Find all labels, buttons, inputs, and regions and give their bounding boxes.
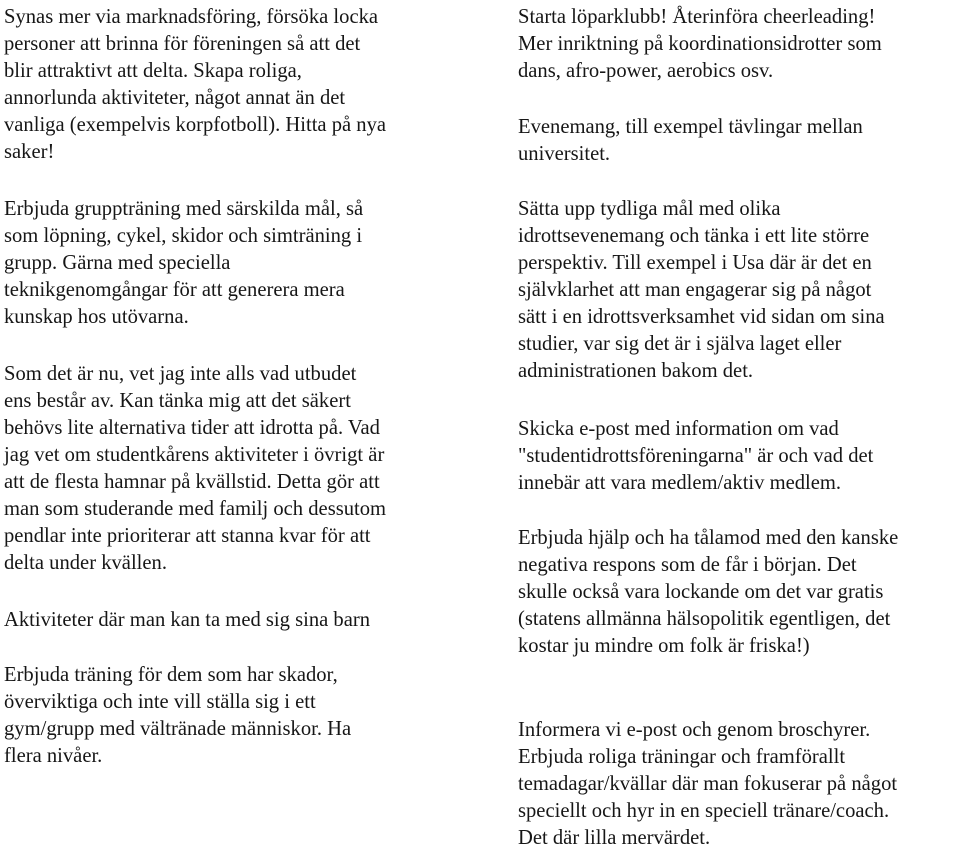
- text-line: dans, afro-power, aerobics osv.: [518, 60, 774, 82]
- text-line: Starta löparklubb! Återinföra cheerleading!: [518, 6, 876, 28]
- text-line: överviktiga och inte vill ställa sig i ett: [4, 691, 316, 713]
- text-line: Aktiviteter där man kan ta med sig sina barn: [4, 609, 371, 631]
- text-line: Erbjuda hjälp och ha tålamod med den kanske: [518, 527, 899, 549]
- paragraph-left-2: [4, 196, 363, 331]
- text-line: Det där lilla mervärdet.: [518, 827, 711, 849]
- text-line: vanliga (exempelvis korpfotboll). Hitta på nya: [4, 114, 387, 136]
- text-line: ens består av. Kan tänka mig att det säkert: [4, 390, 351, 412]
- paragraph-left-1: [4, 4, 386, 166]
- text-line: Erbjuda gruppträning med särskilda mål, så: [4, 198, 364, 220]
- text-line: studier, var sig det är i själva laget eller: [518, 333, 842, 355]
- text-line: pendlar inte prioriterar att stanna kvar för att: [4, 525, 371, 547]
- text-line: idrottsevenemang och tänka i ett lite större: [518, 225, 870, 247]
- paragraph-right-3: [518, 196, 885, 385]
- text-line: innebär att vara medlem/aktiv medlem.: [518, 472, 842, 494]
- text-line: jag vet om studentkårens aktiviteter i övrigt är: [4, 444, 385, 466]
- paragraph-right-4: [518, 416, 873, 497]
- text-line: negativa respons som de får i början. Det: [518, 554, 857, 576]
- text-line: (statens allmänna hälsopolitik egentligen, det: [518, 608, 891, 630]
- text-line: behövs lite alternativa tider att idrotta på. Vad: [4, 417, 380, 439]
- text-line: flera nivåer.: [4, 745, 103, 767]
- text-line: "studentidrottsföreningarna" är och vad det: [518, 445, 874, 467]
- paragraph-right-6: [518, 717, 897, 852]
- text-line: som löpning, cykel, skidor och simträning i: [4, 225, 363, 247]
- text-line: personer att brinna för föreningen så att det: [4, 33, 361, 55]
- text-line: blir attraktivt att delta. Skapa roliga,: [4, 60, 302, 82]
- paragraph-left-3: [4, 361, 386, 577]
- text-line: teknikgenomgångar för att generera mera: [4, 279, 345, 301]
- paragraph-right-2: [518, 114, 863, 168]
- text-line: Mer inriktning på koordinationsidrotter som: [518, 33, 882, 55]
- paragraph-right-5: [518, 525, 898, 660]
- text-line: temadagar/kvällar där man fokuserar på något: [518, 773, 898, 795]
- text-line: grupp. Gärna med speciella: [4, 252, 231, 274]
- text-line: Skicka e-post med information om vad: [518, 418, 839, 440]
- text-line: Synas mer via marknadsföring, försöka locka: [4, 6, 379, 28]
- text-line: delta under kvällen.: [4, 552, 167, 574]
- text-line: kostar ju mindre om folk är friska!): [518, 635, 810, 657]
- text-line: perspektiv. Till exempel i Usa där är det en: [518, 252, 872, 274]
- text-line: administrationen bakom det.: [518, 360, 754, 382]
- text-line: sätt i en idrottsverksamhet vid sidan om sina: [518, 306, 885, 328]
- text-line: Sätta upp tydliga mål med olika: [518, 198, 781, 220]
- text-line: kunskap hos utövarna.: [4, 306, 189, 328]
- text-line: Evenemang, till exempel tävlingar mellan: [518, 116, 863, 138]
- text-line: universitet.: [518, 143, 611, 165]
- text-line: Erbjuda träning för dem som har skador,: [4, 664, 338, 686]
- text-line: Som det är nu, vet jag inte alls vad utbudet: [4, 363, 357, 385]
- text-line: Informera vi e-post och genom broschyrer.: [518, 719, 871, 741]
- text-line: annorlunda aktiviteter, något annat än det: [4, 87, 346, 109]
- text-line: man som studerande med familj och dessutom: [4, 498, 387, 520]
- paragraph-left-5: [4, 662, 351, 770]
- text-line: skulle också vara lockande om det var gratis: [518, 581, 884, 603]
- text-line: att de flesta hamnar på kvällstid. Detta gör att: [4, 471, 380, 493]
- text-line: Erbjuda roliga träningar och framförallt: [518, 746, 846, 768]
- text-line: saker!: [4, 141, 55, 163]
- text-line: speciellt och hyr in en speciell tränare/coach.: [518, 800, 890, 822]
- text-line: gym/grupp med vältränade människor. Ha: [4, 718, 352, 740]
- paragraph-left-4: [4, 607, 370, 634]
- text-line: självklarhet att man engagerar sig på något: [518, 279, 872, 301]
- paragraph-right-1: [518, 4, 882, 85]
